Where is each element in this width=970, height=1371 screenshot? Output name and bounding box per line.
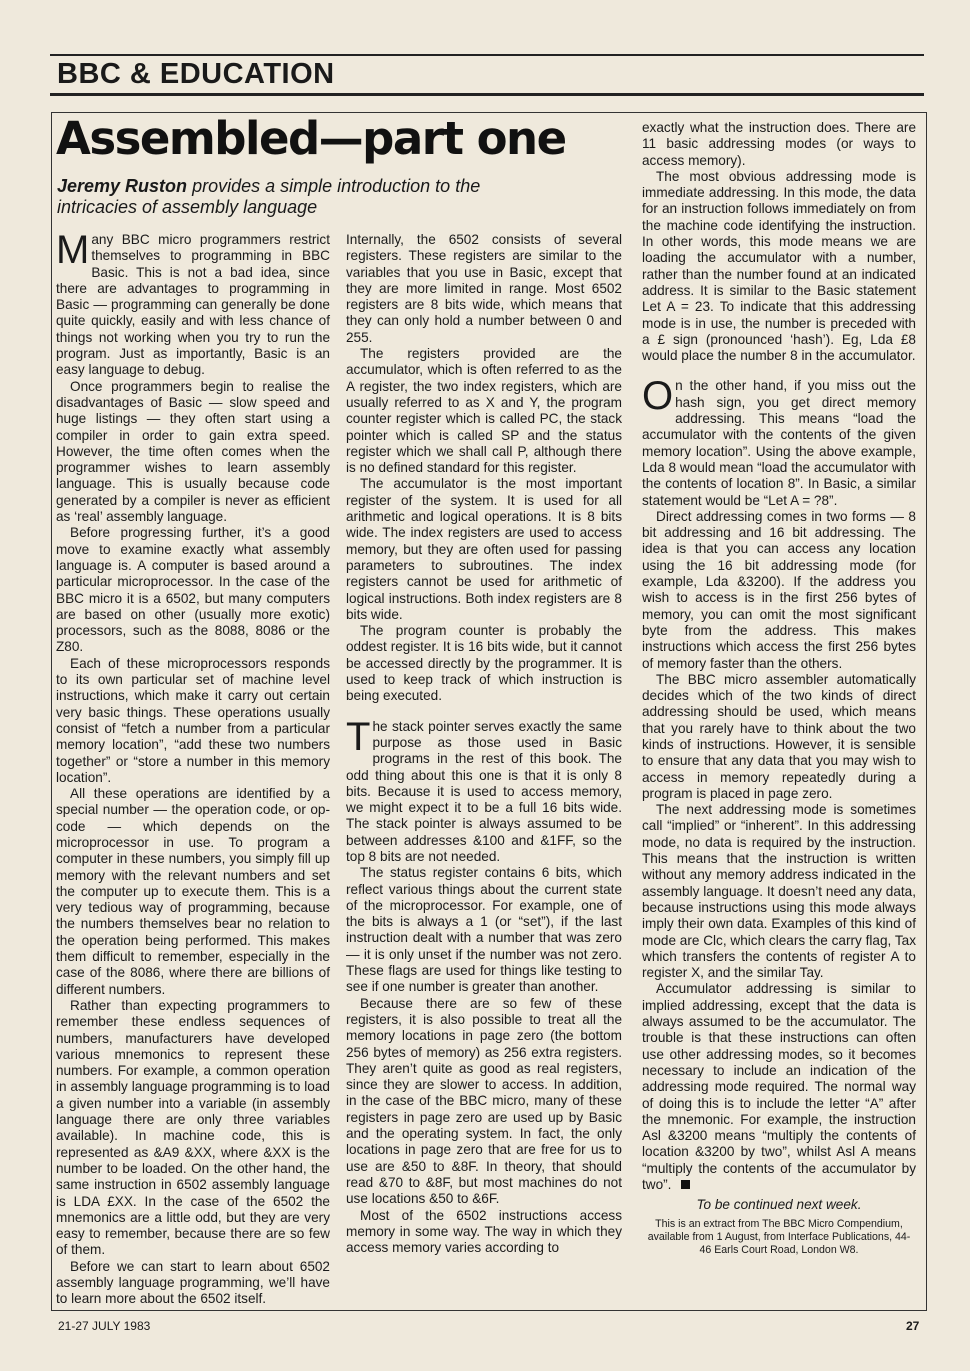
paragraph: Before progressing further, it’s a good move to examine exactly what assembly language is. A computer is based around a particular microprocessor. In the case of the BBC micro it is a 6502, but many computers are based on other (usually more exotic) processors, such as the 8088, 8086 or the Z80. <box>56 525 330 655</box>
paragraph: exactly what the instruction does. There are 11 basic addressing modes (or ways to access memory). <box>642 120 916 168</box>
top-rule <box>50 54 924 56</box>
paragraph: The accumulator is the most important register of the system. It is used for all arithmetic and logical operations. It is 8 bits wide. The index registers are used to access memory, but they are often used for passing parameters to subroutines. The index registers cannot be used for arithmetic of logical instructions. Both index registers are 8 bits wide. <box>346 476 622 622</box>
paragraph: The program counter is probably the oddest register. It is 16 bits wide, but it cannot be accessed directly by the programmer. It is used to keep track of which instruction is being executed. <box>346 623 622 704</box>
author-name: Jeremy Ruston <box>57 176 188 196</box>
paragraph: Once programmers begin to realise the disadvantages of Basic — slow speed and huge listings — they often start using a compiler in order to gain extra speed. However, the time often comes when the programmer wishes to learn assembly language. This is usually because code generated by a compiler is never as efficient as ‘real’ assembly language. <box>56 378 330 525</box>
column-3 <box>642 120 916 1257</box>
paragraph: Many BBC micro programmers restrict themselves to programming in BBC Basic. This is not a bad idea, since there are advantages to programming in Basic — programming can generally be done quite quickly, easily and with less chance of things not working when you try to run the program. Just as importantly, Basic is an easy language to debug. <box>56 228 330 378</box>
drop-cap: M <box>56 228 90 272</box>
standfirst <box>57 176 527 218</box>
drop-cap: O <box>642 374 674 419</box>
paragraph: Each of these microprocessors responds to its own particular set of machine level instructions, which make it carry out certain very basic things. These operations usually consist of “fetch a number from a particular memory location”, “add these two numbers together” or “store a number in this memory location”. <box>56 655 330 785</box>
standfirst-text: provides a simple introduction to the intricacies of assembly language <box>57 176 481 217</box>
article-headline: Assembled—part one <box>56 112 566 165</box>
paragraph: Direct addressing comes in two forms — 8 bit addressing and 16 bit addressing. The idea is that you can access any location using the 16 bit addressing mode (for example, Lda &3200). If the address you wish to access is in the first 256 bytes of memory, you can omit the most significant byte from the address. This makes instructions which access the first 256 bytes of memory faster than the others. <box>642 508 916 671</box>
paragraph: Most of the 6502 instructions access memory in some way. The way in which they access memory varies according to <box>346 1207 622 1256</box>
drop-cap: T <box>346 714 371 759</box>
paragraph: On the other hand, if you miss out the hash sign, you get direct memory addressing. This means “load the accumulator with the contents of the given memory location”. Using the above example, Lda 8 would mean “load the accumulator with the contents of location 8”. In Basic, a similar statement would be “Let A = ?8”. <box>642 374 916 508</box>
issue-date: 21-27 JULY 1983 <box>58 1319 151 1333</box>
end-mark-icon <box>681 1180 690 1189</box>
section-title: BBC & EDUCATION <box>57 58 335 90</box>
paragraph: All these operations are identified by a special number — the operation code, or op-code — which depends on the microprocessor in use. To program a computer in these numbers, you simply fill up memory with the relevant numbers and set the computer up to execute them. This is a very tedious way of programming, because the numbers themselves bear no relation to the operation being performed. This makes them difficult to remember, especially in the case of the 8086, where there are billions of different numbers. <box>56 786 330 997</box>
paragraph: The status register contains 6 bits, which reflect various things about the current state of the microprocessor. For example, one of the bits is always a 1 (or “set”), if the last instruction dealt with a number that was zero — it is only unset if the number was not zero. These flags are used for things like testing to see if one number is greater than another. <box>346 865 622 995</box>
page-number: 27 <box>906 1319 920 1333</box>
continued-note: To be continued next week. <box>696 1197 862 1213</box>
paragraph: The next addressing mode is sometimes call “implied” or “inherent”. In this addressing mode, no data is required by the instruction. This means that the instruction is written without any memory address indicated in the assembly language. It doesn’t need any data, because instructions using this mode always imply their own data. Examples of this kind of mode are Clc, which clears the carry flag, Tax which transfers the contents of register A to register X, and the similar Tay. <box>642 802 916 981</box>
paragraph: The most obvious addressing mode is immediate addressing. In this mode, the data for an instruction follows immediately on from the machine code identifying the instruction. In other words, this mode means we are loading the accumulator with a number, rather than the number found at an indicated address. It is similar to the Basic statement Let A = 23. To indicate that this addressing mode is in use, the number is preceded with a £ sign (pronounced ‘hash’). Eg, Lda £8 would place the number 8 in the accumulator. <box>642 168 916 364</box>
section-rule <box>50 93 924 96</box>
paragraph: Before we can start to learn about 6502 assembly language programming, we’ll have to learn more about the 6502 itself. <box>56 1258 330 1307</box>
paragraph: Rather than expecting programmers to remember these endless sequences of numbers, manufacturers have developed various mnemonics to represent these numbers. For example, a common operation in assembly language programming is to load a given number into a variable (in assembly language there are only three variables available). In machine code, this is represented as &A9 &XX, where &XX is the number to be loaded. On the other hand, the same instruction in 6502 assembly language is LDA £XX. In the case of the 6502 the mnemonics are a little odd, but they are very easy to remember, because there are so few of them. <box>56 997 330 1258</box>
paragraph: The registers provided are the accumulator, which is often referred to as the A register, the two index registers, which are usually referred to as X and Y, the program counter register which is called PC, the stack pointer which is called SP and the status register which we shall call P, although there is no defined standard for this register. <box>346 346 622 476</box>
paragraph: The stack pointer serves exactly the same purpose as those used in Basic programs in the rest of this book. The odd thing about this one is that it is only 8 bits. Because it is used to access memory, we might expect it to be a full 16 bits wide. The stack pointer is always assumed to be between addresses &100 and &1FF, so the top 8 bits are not needed. <box>346 714 622 864</box>
paragraph: The BBC micro assembler automatically decides which of the two kinds of direct addressing should be used, which means that you rarely have to think about the two kinds of instructions. However, it is sensible to ensure that any data that you may wish to access in memory repeatedly during a program is placed in page zero. <box>642 671 916 801</box>
paragraph: Internally, the 6502 consists of several registers. These registers are similar to the variables that you use in Basic, except that they are more limited in range. Most 6502 registers are 8 bits wide, which means that they can only hold a number between 0 and 255. <box>346 232 622 345</box>
source-credit: This is an extract from The BBC Micro Compendium, available from 1 August, from Interface Publications, 44-46 Earls Court Road, London W8. <box>647 1217 911 1256</box>
paragraph: Because there are so few of these registers, it is also possible to treat all the memory locations in page zero (the bottom 256 bytes of memory) as 256 extra registers. They aren’t quite as good as real registers, since they are slower to access. In addition, in the case of the BBC micro, many of these registers in page zero are used up by Basic and the operating system. In fact, the only locations in page zero that are free for us to use are &50 to &8F. In theory, that should read &70 to &8F, but most machines do not use locations &50 to &6F. <box>346 995 622 1207</box>
column-1 <box>56 228 330 1308</box>
column-2 <box>346 232 622 1256</box>
paragraph: Accumulator addressing is similar to implied addressing, except that the data is always assumed to be the accumulator. The trouble is that these instructions can often use other addressing modes, so it becomes necessary to include an indication of the addressing mode required. The normal way of doing this is to include the letter “A” after the mnemonic. For example, the instruction Asl &3200 means “multiply the contents of location &3200 by two”, whilst Asl A means “multiply the contents of the accumulator by two”. <box>642 981 916 1192</box>
